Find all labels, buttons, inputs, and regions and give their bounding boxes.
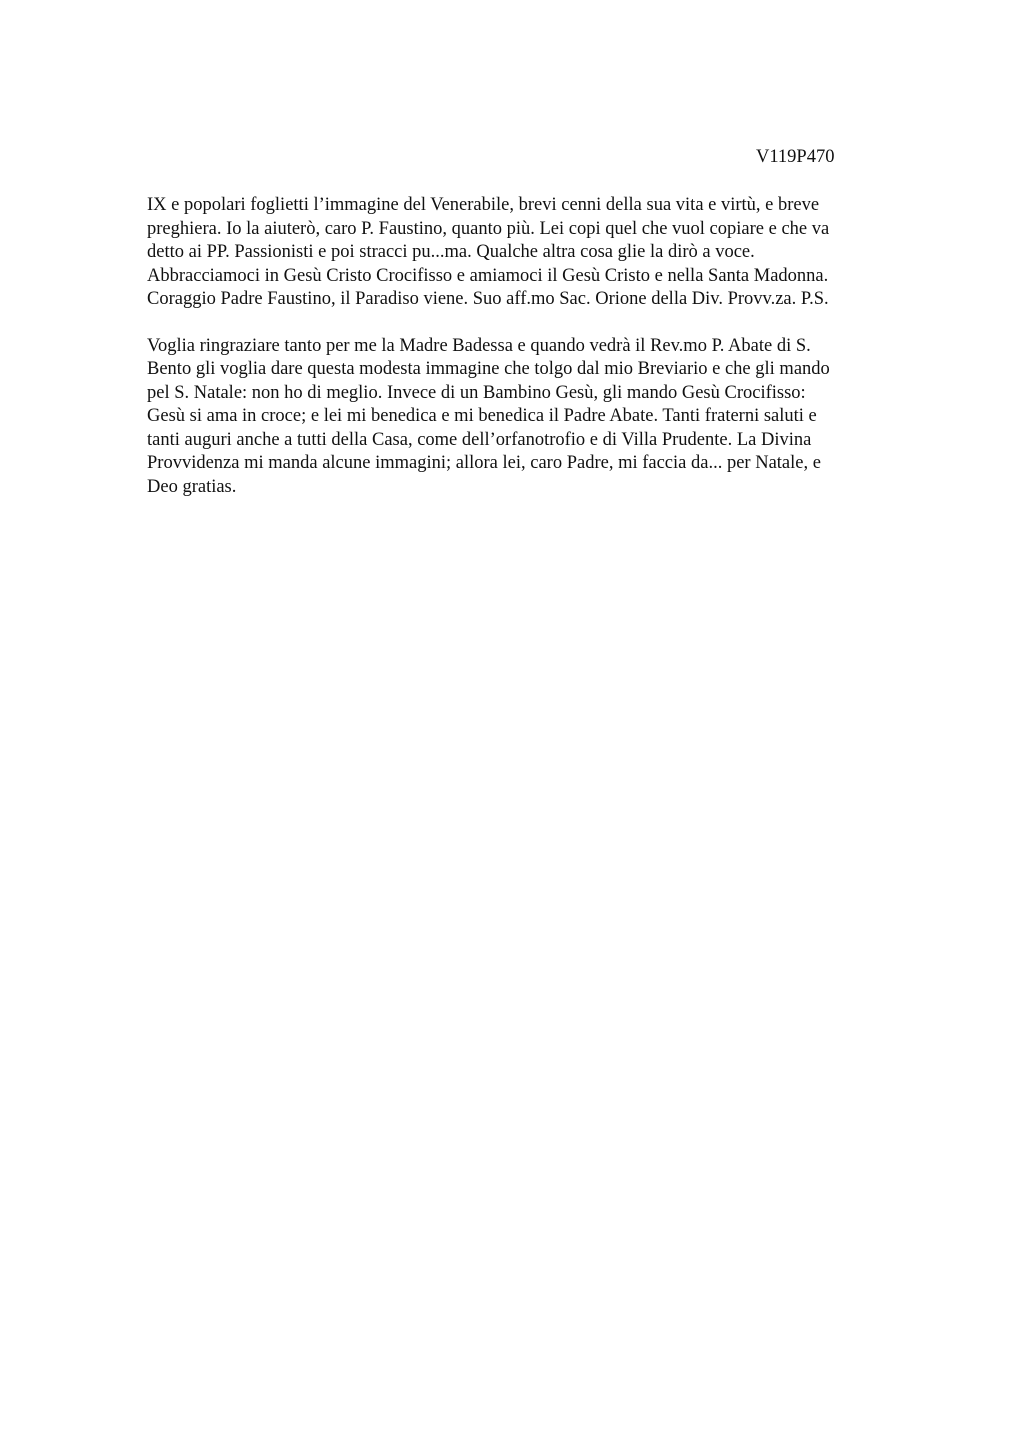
text-line: tanti auguri anche a tutti della Casa, come dell’orfanotrofio e di Villa Prudente. La Divina xyxy=(147,429,812,450)
text-line: Bento gli voglia dare questa modesta immagine che tolgo dal mio Breviario e che gli mando xyxy=(147,359,830,379)
paragraph-1 xyxy=(147,194,937,312)
text-line: IX e popolari foglietti l’immagine del Venerabile, brevi cenni della sua vita e virtù, e breve xyxy=(147,195,820,215)
text-line: Deo gratias. xyxy=(147,476,237,497)
document-body xyxy=(147,194,937,499)
text-line: Coraggio Padre Faustino, il Paradiso viene. Suo aff.mo Sac. Orione della Div. Provv.za. P.S. xyxy=(147,289,829,309)
text-line: Gesù si ama in croce; e lei mi benedica e mi benedica il Padre Abate. Tanti fraterni saluti e xyxy=(147,406,817,426)
text-line: Provvidenza mi manda alcune immagini; allora lei, caro Padre, mi faccia da... per Natale, e xyxy=(147,453,821,473)
text-line: detto ai PP. Passionisti e poi stracci pu...ma. Qualche altra cosa glie la dirò a voce. xyxy=(147,242,755,262)
document-reference-code: V119P470 xyxy=(756,147,835,167)
paragraph-2 xyxy=(147,335,937,500)
text-line: Voglia ringraziare tanto per me la Madre Badessa e quando vedrà il Rev.mo P. Abate di S. xyxy=(147,335,811,356)
text-line: preghiera. Io la aiuterò, caro P. Faustino, quanto più. Lei copi quel che vuol copiare e che va xyxy=(147,218,830,239)
paragraph-spacer xyxy=(147,312,937,335)
text-line: Abbracciamoci in Gesù Cristo Crocifisso e amiamoci il Gesù Cristo e nella Santa Madonna. xyxy=(147,265,829,286)
text-line: pel S. Natale: non ho di meglio. Invece di un Bambino Gesù, gli mando Gesù Crocifisso: xyxy=(147,382,806,403)
